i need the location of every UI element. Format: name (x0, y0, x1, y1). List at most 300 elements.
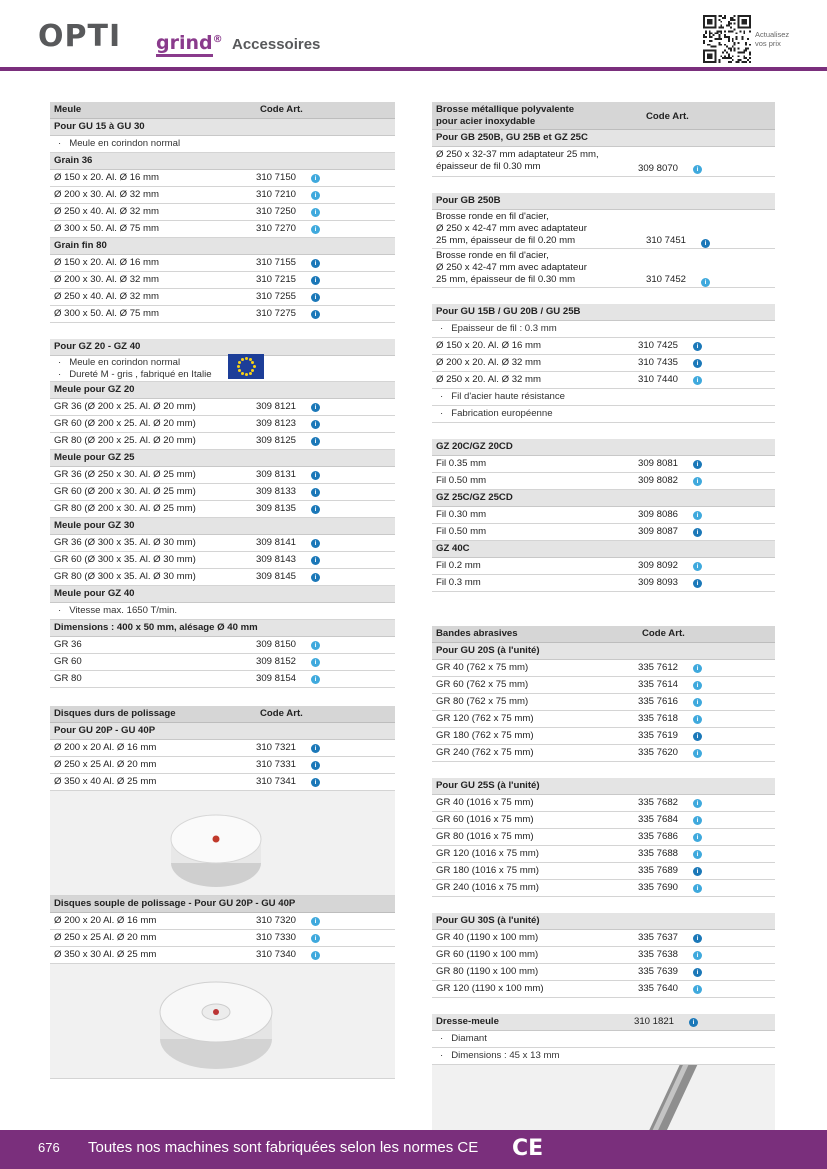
article-code: 310 7435 (638, 357, 679, 368)
info-badge-icon[interactable]: i (693, 833, 702, 842)
section-heading (432, 778, 775, 795)
info-badge-icon[interactable]: i (693, 698, 702, 707)
item-description: GR 36 (Ø 250 x 30. Al. Ø 25 mm) (54, 469, 196, 480)
item-description: Ø 150 x 20. Al. Ø 16 mm (54, 257, 160, 268)
info-badge-icon[interactable]: i (693, 511, 702, 520)
article-code: 335 7637 (638, 932, 679, 943)
spacer (432, 998, 775, 1014)
article-code: 309 8154 (256, 673, 297, 684)
table-row (50, 416, 395, 433)
article-code: 335 7682 (638, 797, 679, 808)
item-description: GR 80 (Ø 300 x 35. Al. Ø 30 mm) (54, 571, 196, 582)
section-label: Grain 36 (54, 155, 93, 166)
article-code: 310 7331 (256, 759, 297, 770)
info-badge-icon[interactable]: i (693, 562, 702, 571)
article-code: 335 7639 (638, 966, 679, 977)
section-heading (432, 643, 775, 660)
header-title: Disques durs de polissage (54, 708, 176, 719)
info-badge-icon[interactable]: i (311, 641, 320, 650)
info-badge-icon[interactable]: i (311, 675, 320, 684)
table-row (432, 981, 775, 998)
note-item (432, 1048, 775, 1065)
eu-flag-icon (228, 354, 264, 379)
info-badge-icon[interactable]: i (311, 208, 320, 217)
article-code: 335 7620 (638, 747, 679, 758)
item-description: GR 60 (762 x 75 mm) (436, 679, 529, 690)
table-row (432, 694, 775, 711)
table-row (50, 757, 395, 774)
table-row (432, 338, 775, 355)
header-code-label: Code Art. (260, 104, 303, 115)
item-description: Ø 350 x 40 Al. Ø 25 mm (54, 776, 157, 787)
section-label: Pour GU 20S (à l'unité) (436, 645, 540, 656)
info-badge-icon[interactable]: i (693, 376, 702, 385)
table-row (432, 210, 775, 249)
item-description: Ø 200 x 20. Al. Ø 32 mm (436, 357, 542, 368)
item-description: GR 60 (1016 x 75 mm) (436, 814, 534, 825)
item-description: Ø 200 x 20 Al. Ø 16 mm (54, 915, 157, 926)
info-badge-icon[interactable]: i (311, 658, 320, 667)
section-label: Pour GU 15 à GU 30 (54, 121, 145, 132)
article-code: 310 7321 (256, 742, 297, 753)
item-description: GR 80 (Ø 200 x 25. Al. Ø 20 mm) (54, 435, 196, 446)
table-header (50, 102, 395, 119)
table-row (50, 774, 395, 791)
item-description: GR 60 (54, 656, 82, 667)
info-badge-icon[interactable]: i (311, 403, 320, 412)
info-badge-icon[interactable]: i (311, 917, 320, 926)
note-text: · Meule en corindon normal (58, 357, 180, 369)
table-row (50, 433, 395, 450)
item-description: Fil 0.30 mm (436, 509, 487, 520)
article-code: 310 7250 (256, 206, 297, 217)
header-title: Bandes abrasives (436, 628, 518, 639)
article-code: 310 7275 (256, 308, 297, 319)
spacer (50, 323, 395, 339)
table-row (432, 372, 775, 389)
info-badge-icon[interactable]: i (311, 471, 320, 480)
item-description: Ø 200 x 30. Al. Ø 32 mm (54, 274, 160, 285)
page-title: Accessoires (232, 36, 321, 53)
table-row (432, 846, 775, 863)
section-label: GZ 40C (436, 543, 470, 554)
section-label: GZ 25C/GZ 25CD (436, 492, 513, 503)
spacer (432, 897, 775, 913)
footer-text: Toutes nos machines sont fabriquées selon les normes CE (88, 1139, 479, 1156)
info-badge-icon[interactable]: i (693, 359, 702, 368)
info-badge-icon[interactable]: i (311, 293, 320, 302)
ce-mark-icon: CE (512, 1136, 544, 1161)
table-row (432, 964, 775, 981)
info-badge-icon[interactable]: i (311, 505, 320, 514)
table-row (432, 507, 775, 524)
table-row (50, 272, 395, 289)
item-description-line3: 25 mm, épaisseur de fil 0.20 mm (436, 235, 576, 246)
table-row (432, 745, 775, 762)
info-badge-icon[interactable]: i (311, 539, 320, 548)
section-label: Pour GB 250B (436, 195, 501, 206)
table-row (50, 289, 395, 306)
section-heading (432, 913, 775, 930)
right-column-table (432, 102, 775, 1169)
info-badge-icon[interactable]: i (311, 310, 320, 319)
article-code: 310 7341 (256, 776, 297, 787)
info-badge-icon[interactable]: i (311, 191, 320, 200)
info-badge-icon[interactable]: i (311, 761, 320, 770)
section-heading (432, 541, 775, 558)
qr-caption: Actualisez vos prix (755, 30, 790, 48)
note-item (432, 389, 775, 406)
optigrind-logo: OPTI grind® (38, 22, 121, 52)
article-code: 310 7210 (256, 189, 297, 200)
article-code: 309 8070 (638, 163, 679, 174)
section-heading (432, 130, 775, 147)
info-badge-icon[interactable]: i (311, 778, 320, 787)
section-heading (432, 439, 775, 456)
item-description: GR 60 (Ø 200 x 30. Al. Ø 25 mm) (54, 486, 196, 497)
article-code: 310 7440 (638, 374, 679, 385)
item-description: Ø 150 x 20. Al. Ø 16 mm (54, 172, 160, 183)
note-text: · Meule en corindon normal (58, 136, 180, 152)
item-description: GR 120 (762 x 75 mm) (436, 713, 534, 724)
spacer (50, 688, 395, 706)
info-badge-icon[interactable]: i (693, 934, 702, 943)
item-description: Ø 250 x 25 Al. Ø 20 mm (54, 759, 157, 770)
item-description: Ø 250 x 40. Al. Ø 32 mm (54, 206, 160, 217)
section-heading (432, 1014, 775, 1031)
article-code: 309 8131 (256, 469, 297, 480)
article-code: 335 7638 (638, 949, 679, 960)
article-code: 310 7451 (646, 235, 687, 246)
table-row (50, 255, 395, 272)
table-row (50, 930, 395, 947)
item-description: Ø 350 x 30 Al. Ø 25 mm (54, 949, 157, 960)
info-badge-icon[interactable]: i (693, 664, 702, 673)
table-row (50, 484, 395, 501)
item-description: GR 80 (1016 x 75 mm) (436, 831, 534, 842)
article-code: 309 8133 (256, 486, 297, 497)
table-header (50, 706, 395, 723)
article-code: 309 8125 (256, 435, 297, 446)
article-code: 309 8121 (256, 401, 297, 412)
note-item (432, 1031, 775, 1048)
page-number: 676 (38, 1140, 60, 1155)
info-badge-icon[interactable]: i (311, 744, 320, 753)
section-label: Meule pour GZ 40 (54, 588, 135, 599)
section-heading (50, 518, 395, 535)
item-description: GR 36 (54, 639, 82, 650)
article-code: 310 7150 (256, 172, 297, 183)
item-description: Ø 200 x 20 Al. Ø 16 mm (54, 742, 157, 753)
table-row (50, 913, 395, 930)
spacer (432, 177, 775, 193)
info-badge-icon[interactable]: i (311, 556, 320, 565)
note-item (432, 321, 775, 338)
section-heading (50, 238, 395, 255)
section-label: Pour GU 15B / GU 20B / GU 25B (436, 306, 581, 317)
section-heading (50, 723, 395, 740)
table-row (432, 829, 775, 846)
header-accent-bar (0, 67, 827, 71)
info-badge-icon[interactable]: i (311, 276, 320, 285)
article-code: 309 8145 (256, 571, 297, 582)
info-badge-icon[interactable]: i (689, 1018, 698, 1027)
item-description: Fil 0.35 mm (436, 458, 487, 469)
item-description: GR 40 (1190 x 100 mm) (436, 932, 539, 943)
item-description: GR 120 (1190 x 100 mm) (436, 983, 544, 994)
article-code: 309 8093 (638, 577, 679, 588)
info-badge-icon[interactable]: i (693, 884, 702, 893)
table-row (432, 711, 775, 728)
table-row (432, 558, 775, 575)
article-code: 309 8123 (256, 418, 297, 429)
item-description: GR 36 (Ø 300 x 35. Al. Ø 30 mm) (54, 537, 196, 548)
info-badge-icon[interactable]: i (311, 488, 320, 497)
item-description: Ø 250 x 32-37 mm adaptateur 25 mm, (436, 149, 599, 160)
info-badge-icon[interactable]: i (701, 239, 710, 248)
page-header (0, 0, 827, 72)
item-description: GR 180 (762 x 75 mm) (436, 730, 534, 741)
info-badge-icon[interactable]: i (701, 278, 710, 287)
table-row (432, 677, 775, 694)
article-code: 335 7684 (638, 814, 679, 825)
table-row (50, 535, 395, 552)
header-title: Disques souple de polissage - Pour GU 20P - GU 40P (54, 898, 296, 909)
section-heading (50, 382, 395, 399)
table-row (50, 637, 395, 654)
section-heading (50, 153, 395, 170)
header-title-line2: pour acier inoxydable (436, 116, 536, 127)
header-title: Brosse métallique polyvalente (436, 104, 575, 115)
note-item (432, 406, 775, 423)
table-row (50, 467, 395, 484)
article-code: 310 7452 (646, 274, 687, 285)
info-badge-icon[interactable]: i (693, 968, 702, 977)
info-badge-icon[interactable]: i (693, 342, 702, 351)
header-code-label: Code Art. (260, 708, 303, 719)
item-description: GR 40 (1016 x 75 mm) (436, 797, 534, 808)
info-badge-icon[interactable]: i (693, 165, 702, 174)
section-label: Pour GB 250B, GU 25B et GZ 25C (436, 132, 588, 143)
item-description: GR 40 (762 x 75 mm) (436, 662, 529, 673)
table-header (432, 102, 775, 130)
info-badge-icon[interactable]: i (693, 460, 702, 469)
table-row (432, 947, 775, 964)
item-description: GR 180 (1016 x 75 mm) (436, 865, 539, 876)
item-description: Ø 250 x 40. Al. Ø 32 mm (54, 291, 160, 302)
item-description: GR 80 (54, 673, 82, 684)
info-badge-icon[interactable]: i (311, 259, 320, 268)
article-code: 309 8141 (256, 537, 297, 548)
table-row (50, 552, 395, 569)
item-description: Fil 0.2 mm (436, 560, 481, 571)
article-code: 310 7155 (256, 257, 297, 268)
table-row (50, 671, 395, 688)
info-badge-icon[interactable]: i (693, 732, 702, 741)
item-description: GR 60 (1190 x 100 mm) (436, 949, 539, 960)
info-badge-icon[interactable]: i (693, 681, 702, 690)
info-badge-icon[interactable]: i (693, 985, 702, 994)
info-badge-icon[interactable]: i (693, 816, 702, 825)
section-label: GZ 20C/GZ 20CD (436, 441, 513, 452)
article-code: 310 1821 (634, 1016, 675, 1027)
table-header (432, 626, 775, 643)
article-code: 335 7640 (638, 983, 679, 994)
spacer (432, 423, 775, 439)
item-description-line3: 25 mm, épaisseur de fil 0.30 mm (436, 274, 576, 285)
header-code-label: Code Art. (646, 111, 689, 122)
article-code: 309 8135 (256, 503, 297, 514)
info-badge-icon[interactable]: i (693, 579, 702, 588)
table-row (432, 863, 775, 880)
item-description: Ø 300 x 50. Al. Ø 75 mm (54, 308, 160, 319)
table-row (50, 501, 395, 518)
item-description: Ø 300 x 50. Al. Ø 75 mm (54, 223, 160, 234)
item-description: GR 36 (Ø 200 x 25. Al. Ø 20 mm) (54, 401, 196, 412)
article-code: 310 7340 (256, 949, 297, 960)
table-row (432, 930, 775, 947)
info-badge-icon[interactable]: i (693, 528, 702, 537)
note-text: · Vitesse max. 1650 T/min. (58, 603, 177, 619)
table-row (432, 456, 775, 473)
info-badge-icon[interactable]: i (693, 850, 702, 859)
article-code: 335 7689 (638, 865, 679, 876)
info-badge-icon[interactable]: i (311, 420, 320, 429)
table-row (432, 795, 775, 812)
info-badge-icon[interactable]: i (693, 799, 702, 808)
info-badge-icon[interactable]: i (693, 477, 702, 486)
article-code: 335 7616 (638, 696, 679, 707)
note-text: · Fabrication européenne (440, 406, 553, 422)
article-code: 310 7320 (256, 915, 297, 926)
info-badge-icon[interactable]: i (693, 951, 702, 960)
info-badge-icon[interactable]: i (311, 174, 320, 183)
article-code: 335 7686 (638, 831, 679, 842)
header-code-label: Code Art. (642, 628, 685, 639)
article-code: 310 7425 (638, 340, 679, 351)
spacer (432, 592, 775, 626)
item-description: Fil 0.50 mm (436, 526, 487, 537)
item-description: GR 60 (Ø 200 x 25. Al. Ø 20 mm) (54, 418, 196, 429)
info-badge-icon[interactable]: i (693, 749, 702, 758)
article-code: 309 8152 (256, 656, 297, 667)
note-text: · Fil d'acier haute résistance (440, 389, 565, 405)
note-item (50, 136, 395, 153)
info-badge-icon[interactable]: i (693, 867, 702, 876)
article-code: 309 8143 (256, 554, 297, 565)
article-code: 335 7612 (638, 662, 679, 673)
note-item (50, 356, 395, 382)
article-code: 335 7614 (638, 679, 679, 690)
table-row (432, 575, 775, 592)
table-row (50, 947, 395, 964)
item-description-line2: Ø 250 x 42-47 mm avec adaptateur (436, 262, 587, 273)
table-row (432, 473, 775, 490)
item-description: Fil 0.3 mm (436, 577, 481, 588)
section-heading (432, 193, 775, 210)
note-text: · Dureté M - gris , fabriqué en Italie (58, 369, 212, 381)
article-code: 309 8086 (638, 509, 679, 520)
table-row (50, 306, 395, 323)
spacer (432, 762, 775, 778)
section-label: Pour GU 25S (à l'unité) (436, 780, 540, 791)
info-badge-icon[interactable]: i (311, 951, 320, 960)
section-label: Meule pour GZ 20 (54, 384, 135, 395)
note-text: · Diamant (440, 1031, 487, 1047)
table-row (432, 355, 775, 372)
section-label: Dresse-meule (436, 1016, 499, 1027)
item-description: GR 80 (1190 x 100 mm) (436, 966, 539, 977)
table-row (432, 660, 775, 677)
article-code: 310 7270 (256, 223, 297, 234)
item-description: GR 80 (762 x 75 mm) (436, 696, 529, 707)
article-code: 309 8082 (638, 475, 679, 486)
section-heading (50, 450, 395, 467)
item-description: Brosse ronde en fil d'acier, (436, 250, 549, 261)
article-code: 335 7690 (638, 882, 679, 893)
item-description-line2: Ø 250 x 42-47 mm avec adaptateur (436, 223, 587, 234)
info-badge-icon[interactable]: i (311, 437, 320, 446)
note-text: · Epaisseur de fil : 0.3 mm (440, 321, 557, 337)
item-description: Ø 150 x 20. Al. Ø 16 mm (436, 340, 542, 351)
spacer (432, 288, 775, 304)
table-header (50, 896, 395, 913)
item-description: GR 240 (762 x 75 mm) (436, 747, 534, 758)
section-heading (432, 490, 775, 507)
item-description: Ø 200 x 30. Al. Ø 32 mm (54, 189, 160, 200)
note-text: · Dimensions : 45 x 13 mm (440, 1048, 559, 1064)
section-label: Grain fin 80 (54, 240, 107, 251)
article-code: 310 7255 (256, 291, 297, 302)
table-row (432, 147, 775, 177)
table-row (50, 221, 395, 238)
soft-disc-image (50, 964, 395, 1079)
article-code: 335 7619 (638, 730, 679, 741)
table-row (432, 880, 775, 897)
info-badge-icon[interactable]: i (693, 715, 702, 724)
item-description: Ø 250 x 25 Al. Ø 20 mm (54, 932, 157, 943)
header-title: Meule (54, 104, 82, 115)
info-badge-icon[interactable]: i (311, 573, 320, 582)
section-label: Meule pour GZ 25 (54, 452, 135, 463)
article-code: 310 7215 (256, 274, 297, 285)
left-column-table (50, 102, 395, 1079)
table-row (50, 740, 395, 757)
qr-code-icon[interactable] (703, 15, 751, 63)
page-footer (0, 1130, 827, 1169)
item-description: Fil 0.50 mm (436, 475, 487, 486)
hard-disc-image (50, 791, 395, 896)
section-label: Dimensions : 400 x 50 mm, alésage Ø 40 mm (54, 622, 258, 633)
item-description-line2: épaisseur de fil 0.30 mm (436, 161, 541, 172)
section-heading (50, 586, 395, 603)
item-description: Ø 250 x 20. Al. Ø 32 mm (436, 374, 542, 385)
article-code: 309 8092 (638, 560, 679, 571)
article-code: 335 7688 (638, 848, 679, 859)
item-description: Brosse ronde en fil d'acier, (436, 211, 549, 222)
section-heading (50, 620, 395, 637)
item-description: GR 120 (1016 x 75 mm) (436, 848, 539, 859)
section-label: Pour GZ 20 - GZ 40 (54, 341, 141, 352)
table-row (432, 524, 775, 541)
section-label: Pour GU 20P - GU 40P (54, 725, 156, 736)
info-badge-icon[interactable]: i (311, 934, 320, 943)
item-description: GR 240 (1016 x 75 mm) (436, 882, 539, 893)
table-row (432, 812, 775, 829)
table-row (50, 187, 395, 204)
table-row (432, 728, 775, 745)
info-badge-icon[interactable]: i (311, 225, 320, 234)
